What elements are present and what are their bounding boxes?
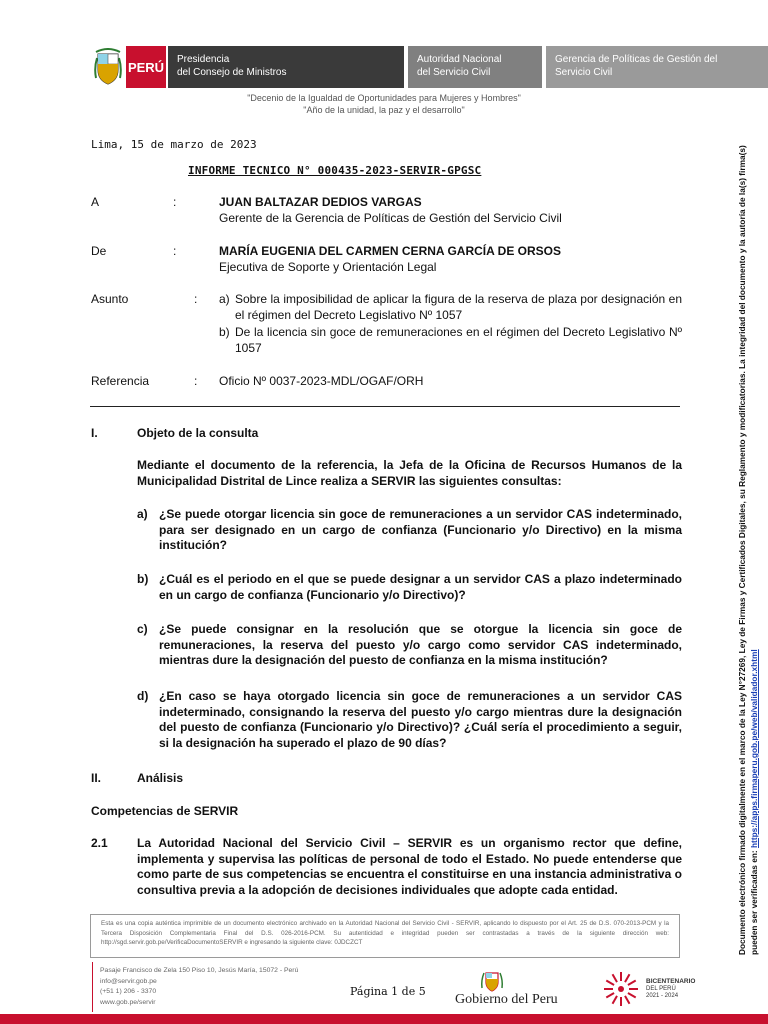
question-item: [137, 689, 682, 751]
page-number: Página 1 de 5: [350, 985, 426, 998]
decade-motto: "Decenio de la Igualdad de Oportunidades para Mujeres y Hombres": [247, 93, 521, 103]
subject-item-letter: a): [219, 292, 230, 306]
to-name: JUAN BALTAZAR DEDIOS VARGAS: [219, 195, 422, 209]
paragraph-2-1-text: La Autoridad Nacional del Servicio Civil – SERVIR es un organismo rector que define, implementa y supervisa las políticas de personal de todo el Estado. No puede entenderse que como parte de sus competencias se encuentra el constituirse en una instancia administrativa o consultiva previa a la adopción de decisiones individuales que adopte cada entidad.: [137, 836, 682, 897]
servir-line2: del Servicio Civil: [417, 67, 491, 78]
to-role: Gerente de la Gerencia de Políticas de Gestión del Servicio Civil: [219, 211, 562, 225]
from-colon: :: [173, 244, 177, 258]
question-text: ¿En caso se haya otorgado licencia sin goce de remuneraciones a un servidor CAS indeterminado, consignando la reserva del puesto y/o cargo mientras dure la designación del puesto de confianza (Funcionario y/o Directivo)? ¿Cuál sería el procedimiento a seguir, si la designación ha superado el plazo de 90 días?: [159, 689, 682, 750]
gpgsc-line1: Gerencia de Políticas de Gestión del: [555, 54, 718, 65]
section1-title: Objeto de la consulta: [137, 426, 259, 440]
servir-line1: Autoridad Nacional: [417, 54, 502, 65]
pcm-line1: Presidencia: [177, 54, 230, 65]
footer-web: www.gob.pe/servir: [100, 998, 156, 1006]
signature-note-line1: Documento electrónico firmado digitalmente en el marco de la Ley N°27269, Ley de Firmas y Certificados Digitales, su Reglamento y modificatorias. La integridad del documento y la autoría de la(s) firma(s): [737, 145, 747, 955]
reference-label: Referencia: [91, 374, 150, 388]
question-item: [137, 622, 682, 669]
question-item: [137, 572, 682, 603]
servir-block: [408, 46, 542, 88]
question-letter: b): [137, 572, 149, 586]
year-motto: "Año de la unidad, la paz y el desarrollo": [303, 105, 465, 115]
section2-title: Análisis: [137, 771, 184, 785]
gobierno-del-peru-label: Gobierno del Peru: [455, 992, 558, 1007]
question-item: [137, 507, 682, 554]
bicentenario-logo-icon: [602, 970, 640, 1008]
footer-phone: (+51 1) 206 - 3370: [100, 988, 157, 995]
subject-item-text: Sobre la imposibilidad de aplicar la figura de la reserva de plaza por designación en el régimen del Decreto Legislativo Nº 1057: [235, 292, 682, 322]
signature-note-line2: [748, 135, 760, 955]
subject-list: [219, 292, 682, 358]
from-role: Ejecutiva de Soporte y Orientación Legal: [219, 260, 437, 274]
subject-item-text: De la licencia sin goce de remuneraciones en el régimen del Decreto Legislativo Nº 1057: [235, 325, 682, 355]
report-title: INFORME TECNICO N° 000435-2023-SERVIR-GPGSC: [188, 164, 482, 177]
question-text: ¿Cuál es el periodo en el que se puede designar a un servidor CAS a plazo indeterminado en un cargo de confianza (Funcionario y/o Directivo)?: [159, 572, 682, 602]
peru-label: PERÚ: [126, 46, 166, 88]
from-name: MARÍA EUGENIA DEL CARMEN CERNA GARCÍA DE ORSOS: [219, 244, 562, 258]
reference-value: Oficio Nº 0037-2023-MDL/OGAF/ORH: [219, 374, 424, 388]
to-colon: :: [173, 195, 177, 209]
question-letter: d): [137, 689, 149, 703]
section2-number: II.: [91, 771, 102, 785]
subject-item: [219, 292, 682, 323]
gpgsc-line2: Servicio Civil: [555, 67, 613, 78]
section2-subheading: Competencias de SERVIR: [91, 804, 239, 818]
question-letter: a): [137, 507, 148, 521]
subject-label: Asunto: [91, 292, 129, 306]
signature-note-prefix: pueden ser verificadas en:: [749, 848, 759, 955]
digital-signature-note: [736, 135, 760, 955]
institutional-header: [90, 46, 718, 88]
footer-contact: [100, 966, 298, 1008]
section1-intro: Mediante el documento de la referencia, la Jefa de la Oficina de Recursos Humanos de la Municipalidad Distrital de Lince realiza a SERVIR las siguientes consultas:: [137, 458, 682, 488]
gobierno-crest-icon: [480, 970, 504, 992]
footer-email: info@servir.gob.pe: [100, 977, 157, 985]
authenticity-notice: Esta es una copia auténtica imprimible de un documento electrónico archivado en la Autoridad Nacional del Servicio Civil - SERVIR, aplicando lo dispuesto por el Art. 25 de D.S. 070-2013-PCM y la Tercera Disposición Complementaria Final del D.S. 026-2016-PCM. Su autenticidad e integridad pueden ser contrastadas a través de la siguiente dirección web: http://sgd.servir.gob.pe/VerificaDocumentoSERVIR e ingresando la siguiente clave: 0JDCZCT: [90, 914, 680, 958]
document-date: Lima, 15 de marzo de 2023: [91, 138, 257, 151]
subject-item-letter: b): [219, 325, 230, 339]
bicentenario-line2: DEL PERÚ: [646, 985, 676, 992]
reference-colon: :: [194, 374, 198, 388]
pcm-block: [168, 46, 404, 88]
question-letter: c): [137, 622, 148, 636]
header-divider: [90, 406, 680, 407]
question-text: ¿Se puede consignar en la resolución que se otorgue la licencia sin goce de remuneraciones, la reserva del puesto y/o cargo como servidor CAS indeterminado, mientras dure la designación del puesto de confianza en la misma institución?: [159, 622, 682, 667]
validator-link[interactable]: https://apps.firmaperu.gob.pe/web/validador.xhtml: [749, 649, 759, 849]
question-text: ¿Se puede otorgar licencia sin goce de remuneraciones a un servidor CAS indeterminado, para ser designado en un cargo de confianza (Funcionario y/o Directivo) en la misma institución?: [159, 507, 682, 552]
section1-number: I.: [91, 426, 98, 440]
paragraph-2-1-number: 2.1: [91, 836, 108, 850]
to-label: A: [91, 195, 100, 209]
subject-item: [219, 325, 682, 356]
footer-separator: [92, 962, 93, 1012]
bicentenario-line3: 2021 - 2024: [646, 993, 679, 999]
from-label: De: [91, 244, 107, 258]
pcm-line2: del Consejo de Ministros: [177, 67, 287, 78]
footer-red-bar: [0, 1014, 768, 1024]
peru-coat-of-arms-icon: [94, 48, 122, 86]
subject-colon: :: [194, 292, 198, 306]
footer-address: Pasaje Francisco de Zela 150 Piso 10, Jesús María, 15072 - Perú: [100, 967, 299, 974]
bicentenario-label: [646, 978, 695, 1001]
gpgsc-block: [546, 46, 768, 88]
bicentenario-line1: BICENTENARIO: [646, 978, 696, 985]
